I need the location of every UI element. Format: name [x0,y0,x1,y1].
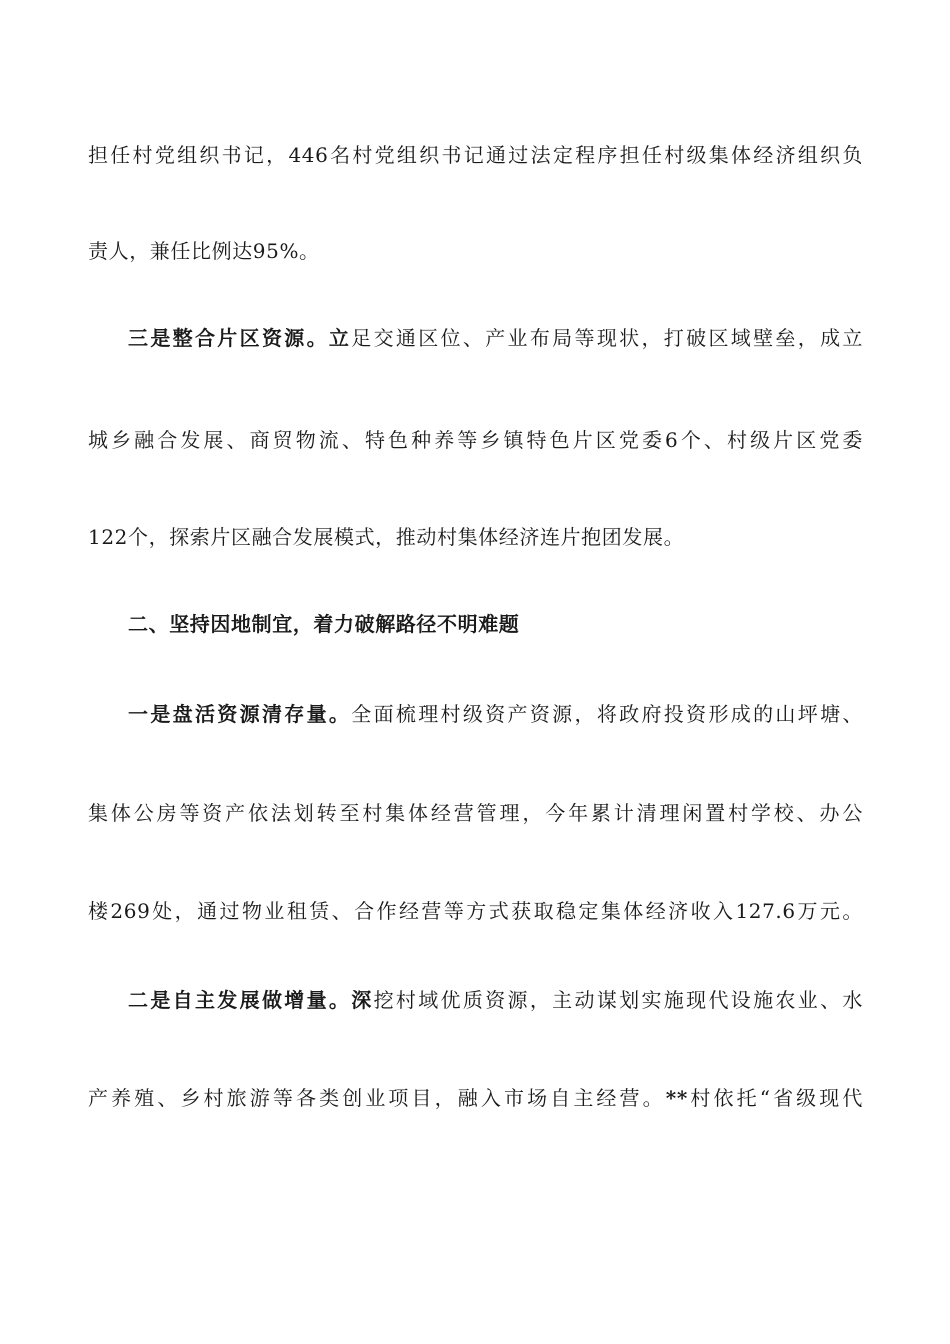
paragraph-line [88,141,863,169]
heading-text: 二、坚持因地制宜，着力破解路径不明难题 [128,612,520,636]
line-text: 足交通区位、产业布局等现状，打破区域壁垒，成立 [351,326,863,350]
line-text: 担任村党组织书记，446名村党组织书记通过法定程序担任村级集体经济组织负 [88,143,863,167]
line-text: 122个，探索片区融合发展模式，推动村集体经济连片抱团发展。 [88,525,685,549]
line-text: 城乡融合发展、商贸物流、特色种养等乡镇特色片区党委6个、村级片区党委 [88,428,863,452]
line-text: 产养殖、乡村旅游等各类创业项目，融入市场自主经营。 [88,1086,666,1110]
paragraph-line [128,986,863,1014]
redacted-name: ** [665,1086,688,1110]
paragraph-line [88,799,863,827]
section-heading [128,610,863,638]
paragraph-lead: 一是盘活资源清存量。 [128,702,352,726]
paragraph-line [128,324,863,352]
paragraph-line [88,426,863,454]
line-text-tail: 村依托“省级现代 [687,1086,863,1110]
line-text: 集体公房等资产依法划转至村集体经营管理，今年累计清理闲置村学校、办公 [88,801,863,825]
paragraph-line [88,1084,863,1112]
line-text: 楼269处，通过物业租赁、合作经营等方式获取稳定集体经济收入127.6万元。 [88,899,863,923]
paragraph-lead: 二是自主发展做增量。深 [128,988,374,1012]
paragraph-line [88,237,863,265]
paragraph-line [88,897,863,925]
line-text: 全面梳理村级资产资源，将政府投资形成的山坪塘、 [351,702,863,726]
line-text: 责人，兼任比例达95%。 [88,239,320,263]
paragraph-line [128,700,863,728]
paragraph-line [88,523,863,551]
line-text: 挖村域优质资源，主动谋划实施现代设施农业、水 [373,988,863,1012]
paragraph-lead: 三是整合片区资源。立 [128,326,352,350]
